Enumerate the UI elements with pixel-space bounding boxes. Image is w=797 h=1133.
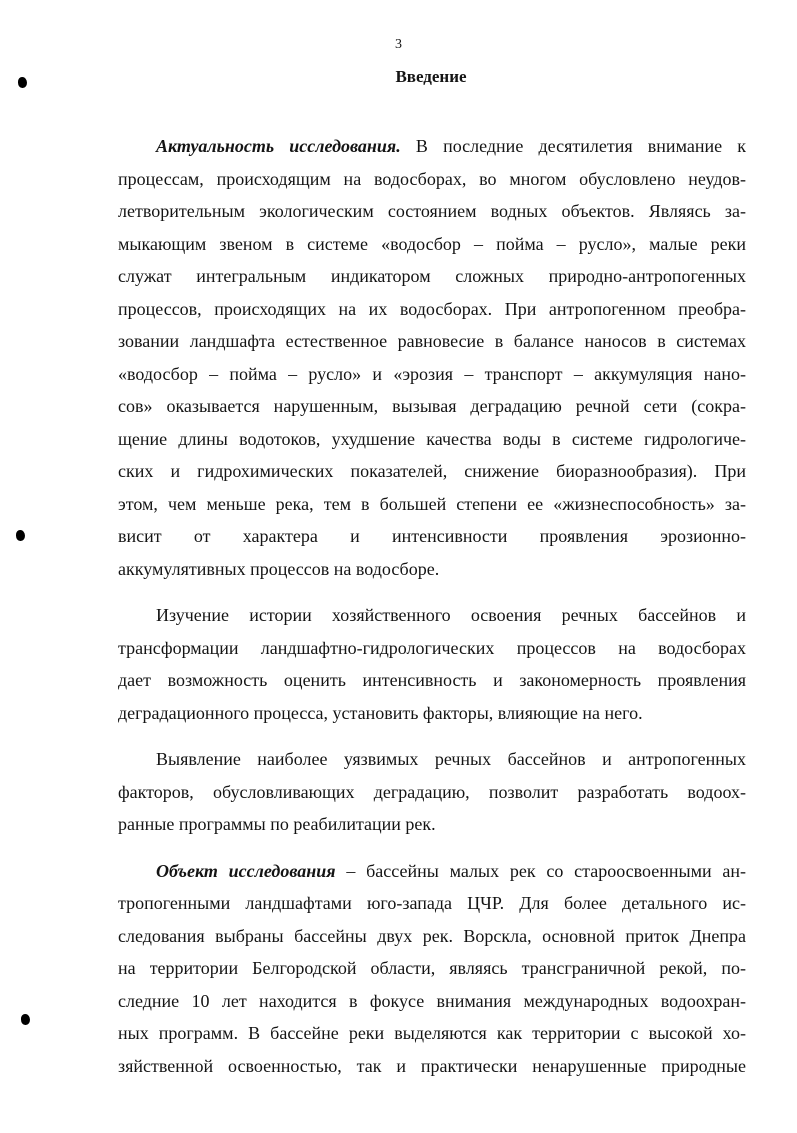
paragraph-vulnerable-basins xyxy=(118,743,746,841)
text-line: на территории Белгородской области, являясь трансграничной рекой, по- xyxy=(118,958,746,978)
text-line: Объект исследования – бассейны малых рек со староосвоенными ан- xyxy=(156,860,746,881)
text-line: дает возможность оценить интенсивность и закономерность проявления xyxy=(118,670,746,690)
text-line: ских и гидрохимических показателей, снижение биоразнообразия). При xyxy=(118,461,746,481)
text-line: следования выбраны бассейны двух рек. Ворскла, основной приток Днепра xyxy=(118,925,746,946)
text-line: Изучение истории хозяйственного освоения речных бассейнов и xyxy=(156,605,746,625)
text-line: деградационного процесса, установить факторы, влияющие на него. xyxy=(118,702,643,723)
paragraph-history xyxy=(118,599,746,729)
body-text xyxy=(118,130,746,1096)
paragraph-lead: Актуальность исследования. xyxy=(156,136,401,156)
page-title: Введение xyxy=(395,67,467,86)
text-line: следние 10 лет находится в фокусе внимания международных водоохран- xyxy=(118,990,746,1011)
text-line: зяйственной освоенностью, так и практически ненарушенные природные xyxy=(118,1055,746,1076)
text-line: Выявление наиболее уязвимых речных бассейнов и антропогенных xyxy=(156,749,746,769)
text-line: ных программ. В бассейне реки выделяются как территории с высокой хо- xyxy=(118,1023,746,1043)
paragraph-relevance xyxy=(118,130,746,585)
text-line: мыкающим звеном в системе «водосбор – пойма – русло», малые реки xyxy=(118,233,746,254)
text-line: ранные программы по реабилитации рек. xyxy=(118,814,436,834)
text-line: зовании ландшафта естественное равновесие в балансе наносов в системах xyxy=(118,331,746,351)
text-line: процессам, происходящим на водосборах, во многом обусловлено неудов- xyxy=(118,168,746,189)
paragraph-lead: Объект исследования xyxy=(156,860,336,881)
text-line: висит от характера и интенсивности проявления эрозионно- xyxy=(118,526,746,546)
text-line: этом, чем меньше река, тем в большей степени ее «жизнеспособность» за- xyxy=(118,493,746,514)
text-line: летворительным экологическим состоянием водных объектов. Являясь за- xyxy=(118,201,746,221)
page-number: 3 xyxy=(395,37,402,52)
text-line: факторов, обусловливающих деградацию, позволит разработать водоох- xyxy=(118,781,746,802)
paragraph-research-object xyxy=(118,855,746,1083)
text-line: тропогенными ландшафтами юго-запада ЦЧР. Для более детального ис- xyxy=(118,893,746,913)
scan-mark-bottom xyxy=(21,1014,30,1025)
text-line: трансформации ландшафтно-гидрологических процессов на водосборах xyxy=(118,637,746,658)
text-line: процессов, происходящих на их водосборах. При антропогенном преобра- xyxy=(118,298,746,319)
text-line: щение длины водотоков, ухудшение качества воды в системе гидрологиче- xyxy=(118,428,746,449)
scan-mark-top xyxy=(18,77,27,88)
text-line: сов» оказывается нарушенным, вызывая деградацию речной сети (сокра- xyxy=(118,396,746,416)
text-line: Актуальность исследования. В последние десятилетия внимание к xyxy=(156,136,747,156)
text-line: служат интегральным индикатором сложных природно-антропогенных xyxy=(118,266,746,286)
text-line: «водосбор – пойма – русло» и «эрозия – транспорт – аккумуляция нано- xyxy=(118,363,746,384)
text-line: аккумулятивных процессов на водосборе. xyxy=(118,558,440,579)
scan-mark-middle xyxy=(16,530,25,541)
